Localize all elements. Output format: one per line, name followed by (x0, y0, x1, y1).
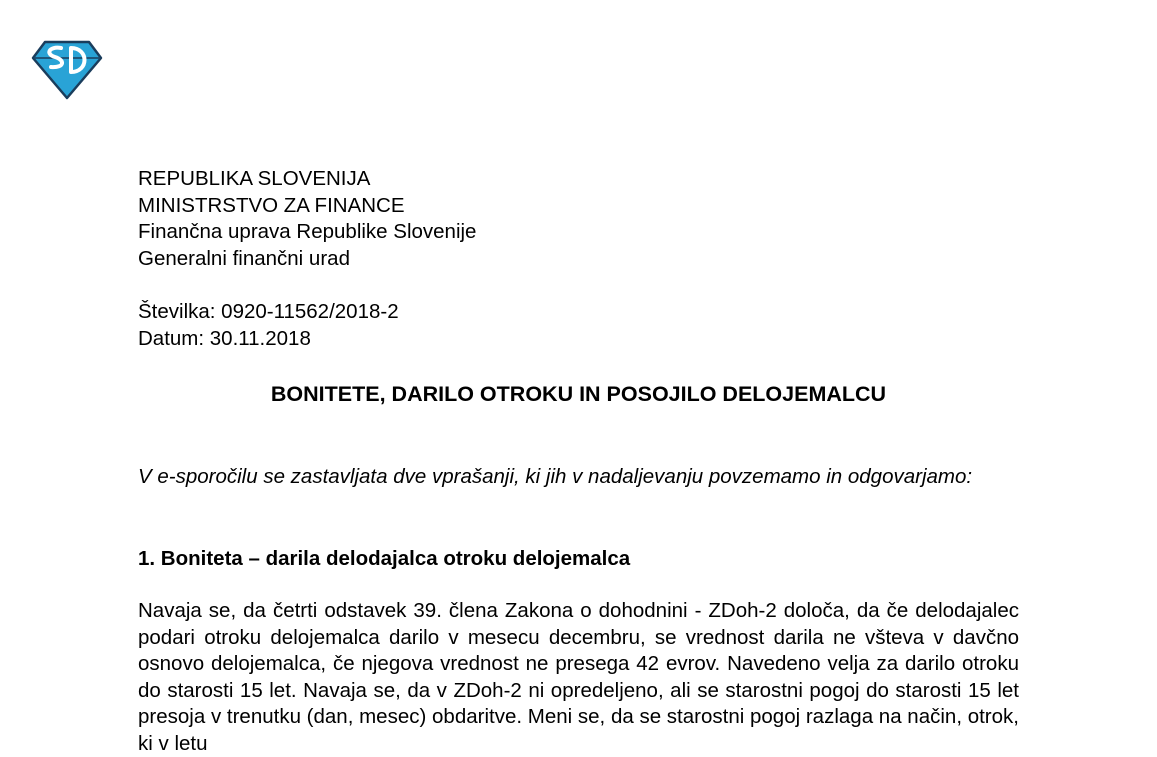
document-date: Datum: 30.11.2018 (138, 326, 311, 350)
document-title: BONITETE, DARILO OTROKU IN POSOJILO DELOJEMALCU (270, 382, 887, 406)
letterhead-line-country: REPUBLIKA SLOVENIJA (138, 167, 371, 190)
letterhead-line-office: Generalni finančni urad (138, 246, 350, 270)
letterhead (138, 166, 476, 352)
letterhead-line-administration: Finančna uprava Republike Slovenije (138, 220, 477, 243)
section-heading: 1. Boniteta – darila delodajalca otroku delojemalca (138, 547, 631, 570)
letterhead-line-ministry: MINISTRSTVO ZA FINANCE (138, 193, 405, 217)
section-paragraph: Navaja se, da četrti odstavek 39. člena Zakona o dohodnini - ZDoh-2 določa, da če delodajalec podari otroku delojemalca darilo v mesecu decembru, se vrednost darila ne všteva v davčno osnovo delojemalca, če njegova vrednost ne presega 42 evrov. Navedeno velja za darilo otroku do starosti 15 let. Navaja se, da v ZDoh-2 ni opredeljeno, ali se starostni pogoj do starosti 15 let presoja v trenutku (dan, mesec) obdaritve. Meni se, da se starostni pogoj razlaga na način, otrok, ki v letu (138, 599, 1019, 755)
intro-paragraph: V e-sporočilu se zastavljata dve vprašanji, ki jih v nadaljevanju povzemamo in odgovarjamo: (138, 465, 973, 488)
letterhead-spacer (138, 272, 476, 299)
shield-diamond-logo-icon (31, 40, 103, 100)
document-number: Številka: 0920-11562/2018-2 (138, 300, 399, 323)
logo-icon (31, 40, 103, 100)
